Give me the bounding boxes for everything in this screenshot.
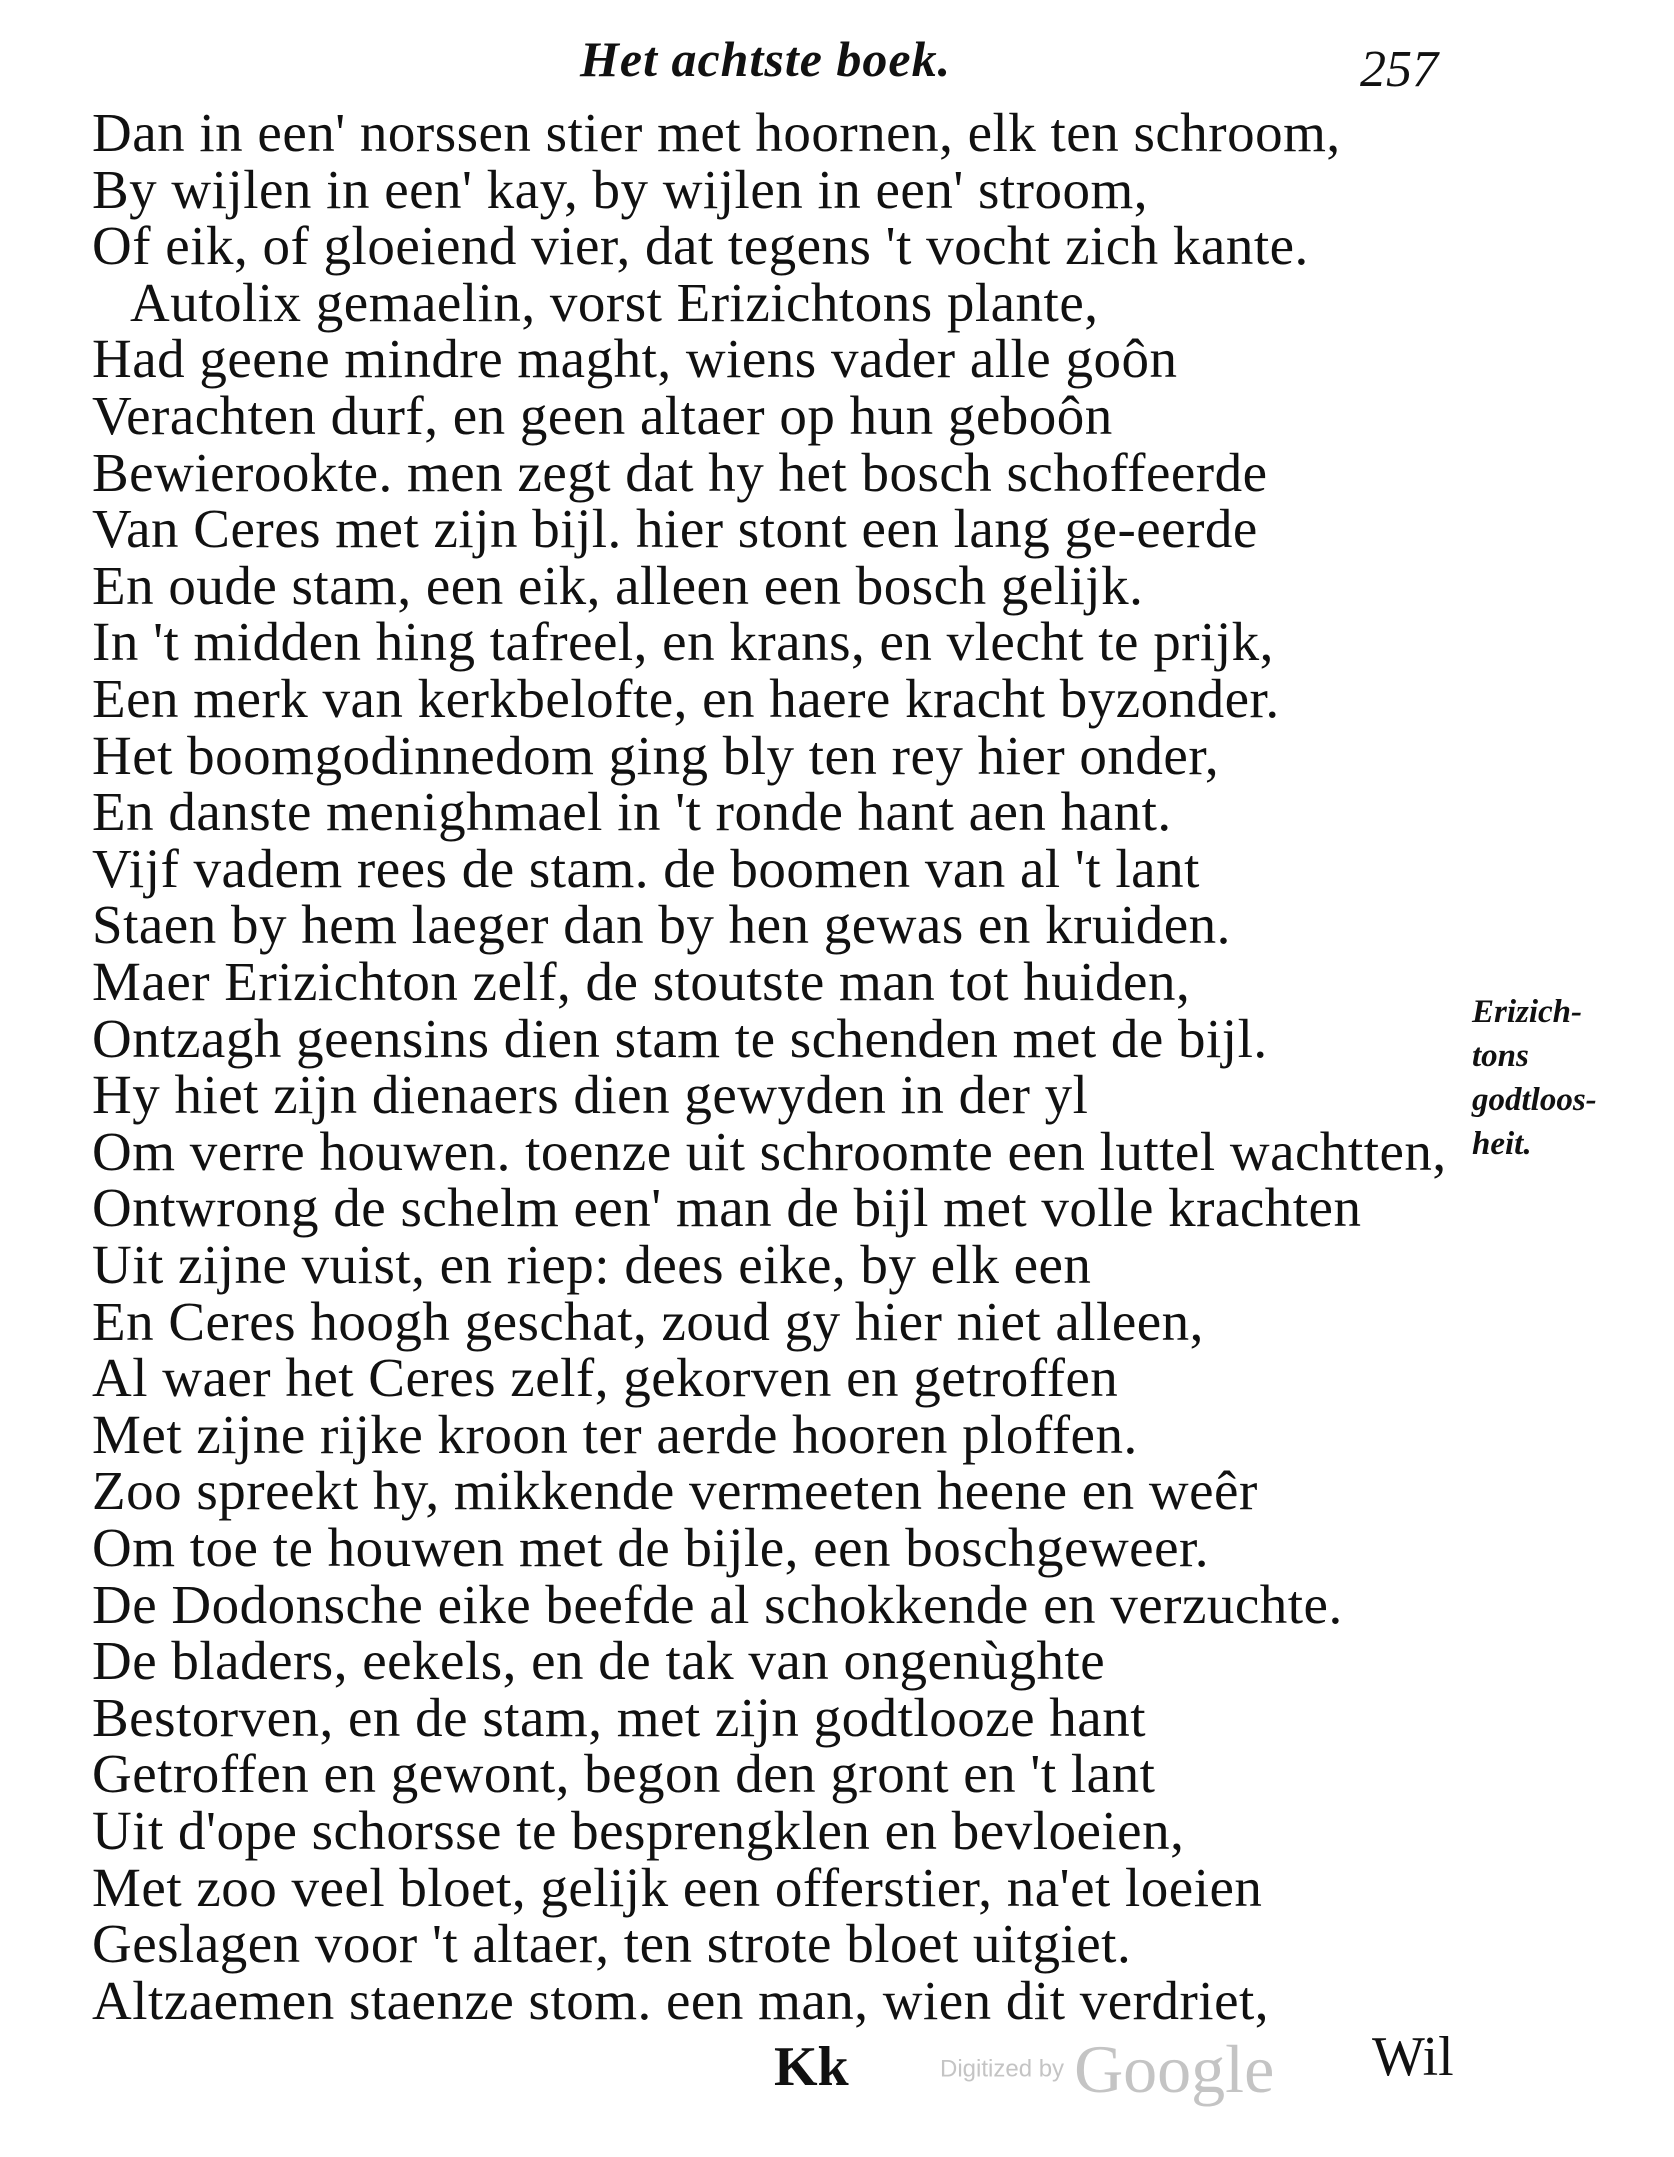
- watermark-prefix: Digitized by: [940, 2055, 1065, 2083]
- margin-note: [1472, 990, 1632, 1166]
- verse-line: Geslagen voor 't altaer, ten strote bloet uitgiet.: [92, 1913, 1132, 1975]
- verse-line: Ontwrong de schelm een' man de bijl met volle krachten: [92, 1177, 1362, 1239]
- verse-line: Uit zijne vuist, en riep: dees eike, by elk een: [92, 1234, 1092, 1295]
- catchword: Wil: [1372, 2026, 1454, 2088]
- verse-line: Van Ceres met zijn bijl. hier stont een lang ge-eerde: [92, 498, 1258, 560]
- verse-line: En Ceres hoogh geschat, zoud gy hier niet alleen,: [92, 1290, 1204, 1352]
- margin-note-line: godtloos-: [1472, 1082, 1597, 1118]
- verse-line: Verachten durf, en geen altaer op hun geboôn: [92, 385, 1113, 446]
- verse-line: Het boomgodinnedom ging bly ten rey hier onder,: [92, 724, 1220, 786]
- verse-line: En oude stam, een eik, alleen een bosch gelijk.: [92, 554, 1144, 616]
- verse-line: Altzaemen staenze stom. een man, wien dit verdriet,: [92, 1969, 1270, 2031]
- signature-mark: Kk: [774, 2036, 849, 2098]
- verse-line: Uit d'ope schorsse te besprengklen en bevloeien,: [92, 1800, 1185, 1861]
- verse-line: Vijf vadem rees de stam. de boomen van al 't lant: [92, 837, 1200, 899]
- verse-line: Met zijne rijke kroon ter aerde hooren ploffen.: [92, 1403, 1138, 1465]
- verse-line: Maer Erizichton zelf, de stoutste man tot huiden,: [92, 951, 1191, 1012]
- digitized-watermark: [940, 2030, 1274, 2109]
- verse-line: Zoo spreekt hy, mikkende vermeeten heene en weêr: [92, 1460, 1258, 1522]
- verse-line: Ontzagh geensins dien stam te schenden met de bijl.: [92, 1007, 1268, 1069]
- margin-note-line: Erizich-: [1472, 994, 1583, 1030]
- verse-line: Of eik, of gloeiend vier, dat tegens 't vocht zich kante.: [92, 215, 1309, 277]
- verse-line: Bewierookte. men zegt dat hy het bosch schoffeerde: [92, 441, 1268, 503]
- verse-line: Getroffen en gewont, begon den gront en 't lant: [92, 1743, 1156, 1805]
- verse-line: En danste menighmael in 't ronde hant aen hant.: [92, 781, 1172, 843]
- verse-line: Staen by hem laeger dan by hen gewas en kruiden.: [92, 894, 1231, 956]
- verse-line: Om verre houwen. toenze uit schroomte een luttel wachtten,: [92, 1120, 1447, 1182]
- margin-note-line: heit.: [1472, 1126, 1532, 1162]
- verse-line: In 't midden hing tafreel, en krans, en vlecht te prijk,: [92, 611, 1274, 673]
- page-number: 257: [1360, 41, 1438, 98]
- watermark-logo: Google: [1074, 2031, 1275, 2107]
- verse-line: Met zoo veel bloet, gelijk een offerstier, na'et loeien: [92, 1856, 1263, 1918]
- verse-line: Een merk van kerkbelofte, en haere kracht byzonder.: [92, 668, 1280, 729]
- running-head: Het achtste boek.: [580, 31, 952, 87]
- verse-line: By wijlen in een' kay, by wijlen in een' stroom,: [92, 158, 1149, 220]
- verse-line: Al waer het Ceres zelf, gekorven en getroffen: [92, 1347, 1119, 1409]
- verse-line: Om toe te houwen met de bijle, een boschgeweer.: [92, 1517, 1210, 1578]
- verse-line: De Dodonsche eike beefde al schokkende en verzuchte.: [92, 1573, 1343, 1635]
- verse-line: Dan in een' norssen stier met hoornen, elk ten schroom,: [92, 102, 1341, 163]
- verse-line: De bladers, eekels, en de tak van ongenùghte: [92, 1630, 1106, 1692]
- verse-line: Had geene mindre maght, wiens vader alle goôn: [92, 328, 1178, 390]
- verse-line: Autolix gemaelin, vorst Erizichtons plante,: [130, 271, 1099, 333]
- verse-line: Bestorven, en de stam, met zijn godtlooze hant: [92, 1686, 1146, 1748]
- margin-note-line: tons: [1472, 1038, 1529, 1074]
- verse-line: Hy hiet zijn dienaers dien gewyden in der yl: [92, 1064, 1089, 1126]
